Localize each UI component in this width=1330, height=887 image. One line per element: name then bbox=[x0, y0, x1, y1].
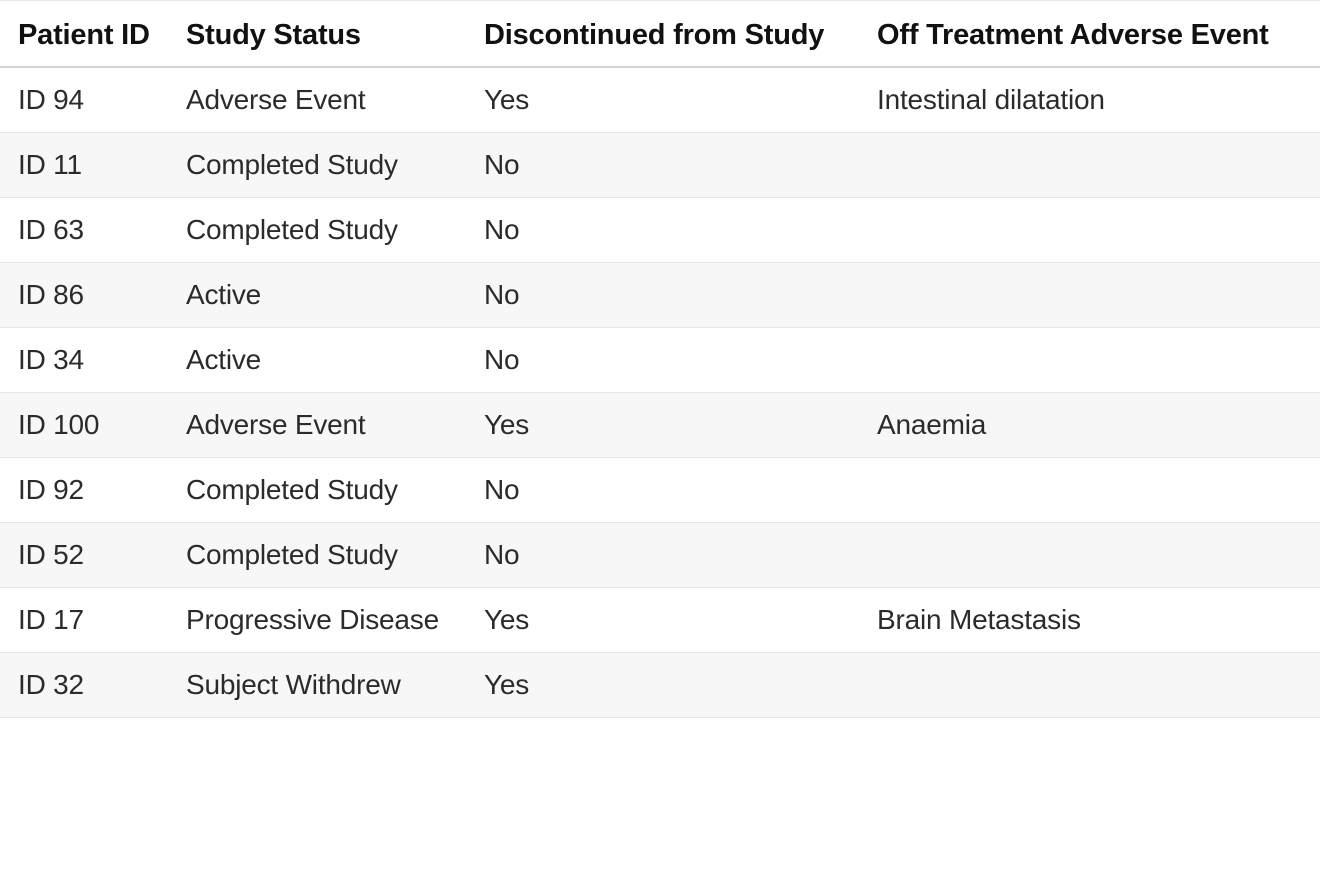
table-row bbox=[0, 198, 1320, 263]
cell-patient-id: ID 63 bbox=[0, 198, 168, 263]
table-header-row bbox=[0, 1, 1320, 68]
cell-discontinued: Yes bbox=[466, 653, 859, 718]
cell-discontinued: No bbox=[466, 328, 859, 393]
cell-study-status: Completed Study bbox=[168, 523, 466, 588]
table-row bbox=[0, 263, 1320, 328]
cell-discontinued: No bbox=[466, 523, 859, 588]
column-header-off-treatment-adverse-event: Off Treatment Adverse Event bbox=[859, 1, 1320, 68]
table-row bbox=[0, 588, 1320, 653]
table-row bbox=[0, 328, 1320, 393]
column-header-study-status: Study Status bbox=[168, 1, 466, 68]
cell-patient-id: ID 11 bbox=[0, 133, 168, 198]
cell-study-status: Active bbox=[168, 263, 466, 328]
table-header bbox=[0, 1, 1320, 68]
cell-discontinued: No bbox=[466, 263, 859, 328]
cell-patient-id: ID 32 bbox=[0, 653, 168, 718]
table-row bbox=[0, 653, 1320, 718]
cell-discontinued: No bbox=[466, 458, 859, 523]
cell-off-treatment-adverse-event: Brain Metastasis bbox=[859, 588, 1320, 653]
cell-patient-id: ID 86 bbox=[0, 263, 168, 328]
cell-patient-id: ID 94 bbox=[0, 67, 168, 133]
cell-study-status: Adverse Event bbox=[168, 67, 466, 133]
cell-off-treatment-adverse-event bbox=[859, 458, 1320, 523]
cell-discontinued: No bbox=[466, 198, 859, 263]
cell-off-treatment-adverse-event: Intestinal dilatation bbox=[859, 67, 1320, 133]
cell-off-treatment-adverse-event bbox=[859, 328, 1320, 393]
cell-study-status: Completed Study bbox=[168, 198, 466, 263]
table-row bbox=[0, 523, 1320, 588]
cell-patient-id: ID 17 bbox=[0, 588, 168, 653]
cell-discontinued: Yes bbox=[466, 393, 859, 458]
cell-off-treatment-adverse-event bbox=[859, 133, 1320, 198]
table-row bbox=[0, 67, 1320, 133]
cell-study-status: Completed Study bbox=[168, 133, 466, 198]
column-header-patient-id: Patient ID bbox=[0, 1, 168, 68]
cell-study-status: Active bbox=[168, 328, 466, 393]
cell-patient-id: ID 100 bbox=[0, 393, 168, 458]
table-body bbox=[0, 67, 1320, 718]
cell-patient-id: ID 92 bbox=[0, 458, 168, 523]
cell-off-treatment-adverse-event bbox=[859, 198, 1320, 263]
cell-discontinued: No bbox=[466, 133, 859, 198]
cell-off-treatment-adverse-event bbox=[859, 263, 1320, 328]
cell-off-treatment-adverse-event bbox=[859, 523, 1320, 588]
cell-patient-id: ID 52 bbox=[0, 523, 168, 588]
cell-discontinued: Yes bbox=[466, 588, 859, 653]
cell-off-treatment-adverse-event: Anaemia bbox=[859, 393, 1320, 458]
cell-study-status: Subject Withdrew bbox=[168, 653, 466, 718]
cell-discontinued: Yes bbox=[466, 67, 859, 133]
cell-off-treatment-adverse-event bbox=[859, 653, 1320, 718]
table-row bbox=[0, 133, 1320, 198]
cell-study-status: Completed Study bbox=[168, 458, 466, 523]
table-row bbox=[0, 458, 1320, 523]
cell-study-status: Progressive Disease bbox=[168, 588, 466, 653]
cell-patient-id: ID 34 bbox=[0, 328, 168, 393]
column-header-discontinued-from-study: Discontinued from Study bbox=[466, 1, 859, 68]
table-row bbox=[0, 393, 1320, 458]
cell-study-status: Adverse Event bbox=[168, 393, 466, 458]
